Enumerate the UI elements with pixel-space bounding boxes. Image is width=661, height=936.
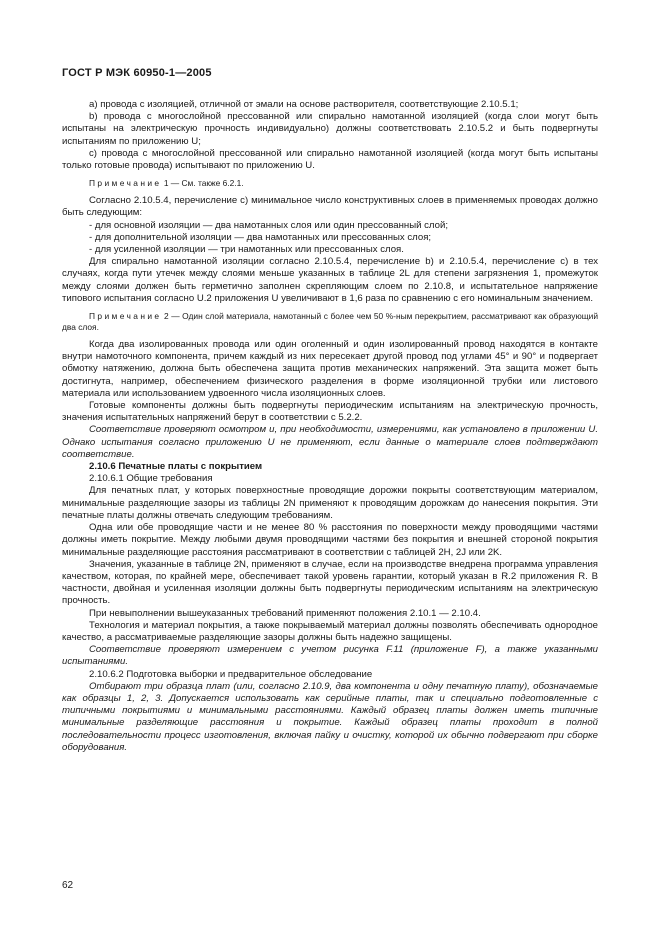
list-item: - для дополнительной изоляции — два намотанных или прессованных слоя; <box>89 231 432 243</box>
list-item-c: с) провода с многослойной прессованной или спирально намотанной изоляцией (когда могут быть испытаны только готовые провода) испытывают по приложению U. <box>62 147 598 172</box>
paragraph: При невыполнении вышеуказанных требований применяют положения 2.10.1 — 2.10.4. <box>89 607 481 619</box>
list-item: - для усиленной изоляции — три намотанных или прессованных слоя. <box>89 244 404 256</box>
compliance-text: Соответствие проверяют измерением с учетом рисунка F.11 (приложение F), а также указанными испытаниями. <box>62 644 598 668</box>
paragraph: Значения, указанные в таблице 2N, применяют в случае, если на производстве внедрена программа управления качеством, которая, по крайней мере, обеспечивает такой уровень гарантии, который указан в R.2 приложения R. В частности, двойная и усиленная изоляции должны быть подвергнуты периодическим испытаниям на электрическую прочность. <box>62 558 598 607</box>
document-header: ГОСТ Р МЭК 60950-1—2005 <box>62 67 212 79</box>
paragraph: Согласно 2.10.5.4, перечисление с) минимальное число конструктивных слоев в применяемых проводах должно быть следующим: <box>62 195 598 219</box>
note-2 <box>62 311 598 333</box>
list-item-a: а) провода с изоляцией, отличной от эмали на основе растворителя, соответствующие 2.10.5.1; <box>89 99 519 110</box>
paragraph: Когда два изолированных провода или один оголенный и один изолированный провод находятся в контакте внутри намоточного компонента, причем каждый из них пересекает другой провод под углами 45° и 90° и подвергает обмотку натяжению, должна быть обеспечена защита против механических напряжений. Эта защита может быть достигнута, например, обеспечением физического разделения в форме изоляционной трубки или листового материала или использованием удвоенного числа изоляционных слоев. <box>62 339 598 399</box>
paragraph: Для спирально намотанной изоляции согласно 2.10.5.4, перечисление b) и 2.10.5.4, перечисление с) в тех случаях, когда пути утечек между слоями меньше указанных в таблице 2L для степени загрязнения 1, промежуток между слоями должен быть герметично заполнен скрепляющим слоем по 2.10.8, и испытательное напряжение типового испытания согласно U.2 приложения U увеличивают в 1,6 раза по сравнению с его номинальным значением. <box>62 256 598 304</box>
note-label: Примечание <box>89 311 162 322</box>
document-body <box>62 99 598 754</box>
note-1-text: 1 — См. также 6.2.1. <box>163 178 244 189</box>
note-label: Примечание <box>89 178 162 189</box>
paragraph: Готовые компоненты должны быть подвергнуты периодическим испытаниям на электрическую прочность, значения испытательных напряжений берут в соответствии с 5.2.2. <box>62 400 598 424</box>
list-item-b: b) провода с многослойной прессованной или спирально намотанной изоляцией (когда слои могут быть испытаны на электрическую прочность индивидуально) должны соответствовать 2.10.5.2 и быть подвергнуты испытаниям по приложению U; <box>62 111 598 147</box>
paragraph: Отбирают три образца плат (или, согласно 2.10.9, два компонента и одну печатную плату), обозначаемые как образцы 1, 2, 3. Допускается использовать как серийные платы, так и специально подготовленные с типичными покрытиями и минимальными расстояниями. Каждый образец платы должен иметь типичные минимальные разделяющие расстояния и покрытие. Каждый образец платы проходит в полной последовательности процесс изготовления, включая пайку и очистку, которой их обычно подвергают при сборке оборудования. <box>62 680 598 753</box>
list-item: - для основной изоляции — два намотанных слоя или один прессованный слой; <box>89 219 448 231</box>
paragraph: Технология и материал покрытия, а также покрываемый материал должны позволять обеспечивать однородное качество, а рассматриваемые разделяющие зазоры должны быть надежно защищены. <box>62 619 598 643</box>
paragraph: Для печатных плат, у которых поверхностные проводящие дорожки покрыты соответствующим материалом, минимальные разделяющие зазоры из таблицы 2N применяют к проводящим дорожкам до нанесения покрытия. Эти печатные платы должны отвечать следующим требованиям. <box>62 485 598 521</box>
section-heading: 2.10.6 Печатные платы с покрытием <box>89 461 263 473</box>
note-1 <box>62 178 598 189</box>
note-2-text: 2 — Один слой материала, намотанный с более чем 50 %-ным перекрытием, рассматривают как образующий два слоя. <box>62 311 599 333</box>
page-number: 62 <box>62 880 74 891</box>
subsection-heading: 2.10.6.2 Подготовка выборки и предварительное обследование <box>89 668 373 680</box>
paragraph: Одна или обе проводящие части и не менее 80 % расстояния по поверхности между проводящими частями должны иметь покрытие. Между любыми двумя проводящими частями без покрытия и внешней стороной покрытия минимальные разделяющие расстояния рассматривают в соответствии с таблицей 2H, 2J или 2K. <box>62 522 598 558</box>
subsection-heading: 2.10.6.1 Общие требования <box>89 473 213 485</box>
compliance-text: Соответствие проверяют осмотром и, при необходимости, измерениями, как установлено в приложении U. Однако испытания согласно приложению U не применяют, если данные о материале слоев подтверждают соответствие. <box>62 424 598 460</box>
